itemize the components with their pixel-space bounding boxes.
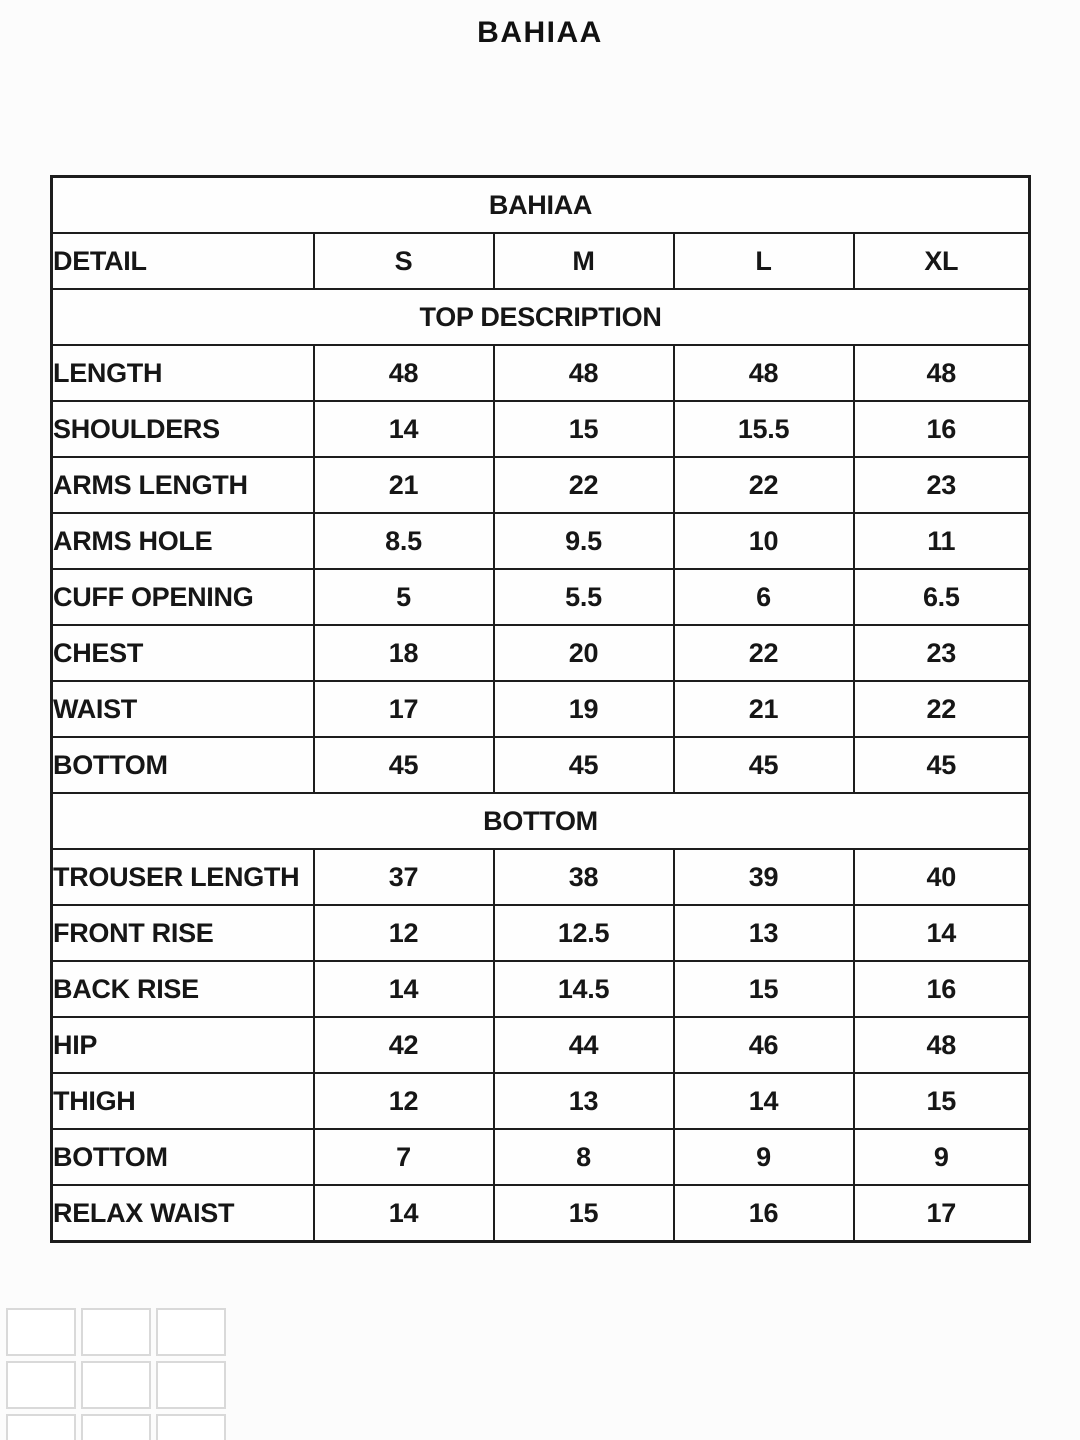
gallery-thumbnail[interactable]: [156, 1361, 226, 1409]
row-label: FRONT RISE: [52, 905, 314, 961]
cell-value: 38: [494, 849, 674, 905]
gallery-thumbnail[interactable]: [81, 1361, 151, 1409]
table-row: [52, 625, 1030, 681]
cell-value: 44: [494, 1017, 674, 1073]
gallery-thumbnail[interactable]: [6, 1414, 76, 1440]
cell-value: 16: [854, 961, 1030, 1017]
column-header-row: [52, 233, 1030, 289]
cell-value: 11: [854, 513, 1030, 569]
gallery-thumbnail[interactable]: [156, 1414, 226, 1440]
cell-value: 48: [854, 1017, 1030, 1073]
row-label: BACK RISE: [52, 961, 314, 1017]
cell-value: 9: [854, 1129, 1030, 1185]
table-row: [52, 849, 1030, 905]
column-header-s: S: [314, 233, 494, 289]
table-row: [52, 1129, 1030, 1185]
cell-value: 14: [674, 1073, 854, 1129]
section-title-bottom: BOTTOM: [52, 793, 1030, 849]
gallery-thumbnail[interactable]: [81, 1414, 151, 1440]
cell-value: 23: [854, 457, 1030, 513]
cell-value: 23: [854, 625, 1030, 681]
cell-value: 5.5: [494, 569, 674, 625]
table-row: [52, 737, 1030, 793]
cell-value: 16: [674, 1185, 854, 1242]
table-row: [52, 513, 1030, 569]
cell-value: 14: [854, 905, 1030, 961]
table-row: [52, 905, 1030, 961]
row-label: LENGTH: [52, 345, 314, 401]
row-label: HIP: [52, 1017, 314, 1073]
cell-value: 7: [314, 1129, 494, 1185]
cell-value: 15: [494, 1185, 674, 1242]
cell-value: 45: [674, 737, 854, 793]
table-row: [52, 1073, 1030, 1129]
column-header-m: M: [494, 233, 674, 289]
table-row: [52, 1017, 1030, 1073]
size-chart-table: [50, 175, 1031, 1243]
cell-value: 22: [674, 457, 854, 513]
row-label: RELAX WAIST: [52, 1185, 314, 1242]
section-title-top-description: TOP DESCRIPTION: [52, 289, 1030, 345]
row-label: BOTTOM: [52, 737, 314, 793]
cell-value: 5: [314, 569, 494, 625]
cell-value: 16: [854, 401, 1030, 457]
row-label: WAIST: [52, 681, 314, 737]
cell-value: 10: [674, 513, 854, 569]
gallery-thumbnail[interactable]: [6, 1308, 76, 1356]
thumbnail-gallery: [6, 1308, 228, 1440]
cell-value: 15.5: [674, 401, 854, 457]
cell-value: 21: [674, 681, 854, 737]
cell-value: 13: [494, 1073, 674, 1129]
table-title: BAHIAA: [52, 177, 1030, 234]
cell-value: 17: [854, 1185, 1030, 1242]
cell-value: 39: [674, 849, 854, 905]
column-header-detail: DETAIL: [52, 233, 314, 289]
cell-value: 9.5: [494, 513, 674, 569]
cell-value: 15: [674, 961, 854, 1017]
cell-value: 22: [674, 625, 854, 681]
cell-value: 42: [314, 1017, 494, 1073]
row-label: CUFF OPENING: [52, 569, 314, 625]
table-row: [52, 681, 1030, 737]
cell-value: 48: [494, 345, 674, 401]
table-row: [52, 401, 1030, 457]
cell-value: 45: [494, 737, 674, 793]
cell-value: 22: [854, 681, 1030, 737]
table-row: [52, 345, 1030, 401]
column-header-l: L: [674, 233, 854, 289]
row-label: SHOULDERS: [52, 401, 314, 457]
section-header-row: [52, 793, 1030, 849]
cell-value: 9: [674, 1129, 854, 1185]
cell-value: 46: [674, 1017, 854, 1073]
cell-value: 6: [674, 569, 854, 625]
page-title: BAHIAA: [477, 16, 603, 49]
cell-value: 48: [674, 345, 854, 401]
cell-value: 6.5: [854, 569, 1030, 625]
cell-value: 8: [494, 1129, 674, 1185]
cell-value: 19: [494, 681, 674, 737]
row-label: TROUSER LENGTH: [52, 849, 314, 905]
cell-value: 13: [674, 905, 854, 961]
row-label: THIGH: [52, 1073, 314, 1129]
gallery-thumbnail[interactable]: [6, 1361, 76, 1409]
row-label: BOTTOM: [52, 1129, 314, 1185]
table-header-row: [52, 177, 1030, 234]
row-label: CHEST: [52, 625, 314, 681]
table-row: [52, 569, 1030, 625]
gallery-thumbnail[interactable]: [81, 1308, 151, 1356]
cell-value: 14: [314, 1185, 494, 1242]
cell-value: 12.5: [494, 905, 674, 961]
cell-value: 12: [314, 1073, 494, 1129]
cell-value: 17: [314, 681, 494, 737]
cell-value: 45: [314, 737, 494, 793]
section-header-row: [52, 289, 1030, 345]
cell-value: 15: [854, 1073, 1030, 1129]
cell-value: 20: [494, 625, 674, 681]
table-row: [52, 457, 1030, 513]
gallery-thumbnail[interactable]: [156, 1308, 226, 1356]
table-row: [52, 1185, 1030, 1242]
cell-value: 8.5: [314, 513, 494, 569]
table-row: [52, 961, 1030, 1017]
cell-value: 48: [314, 345, 494, 401]
cell-value: 14.5: [494, 961, 674, 1017]
cell-value: 22: [494, 457, 674, 513]
cell-value: 21: [314, 457, 494, 513]
cell-value: 40: [854, 849, 1030, 905]
cell-value: 14: [314, 961, 494, 1017]
cell-value: 14: [314, 401, 494, 457]
cell-value: 18: [314, 625, 494, 681]
row-label: ARMS LENGTH: [52, 457, 314, 513]
row-label: ARMS HOLE: [52, 513, 314, 569]
column-header-xl: XL: [854, 233, 1030, 289]
cell-value: 12: [314, 905, 494, 961]
cell-value: 45: [854, 737, 1030, 793]
cell-value: 48: [854, 345, 1030, 401]
cell-value: 15: [494, 401, 674, 457]
cell-value: 37: [314, 849, 494, 905]
